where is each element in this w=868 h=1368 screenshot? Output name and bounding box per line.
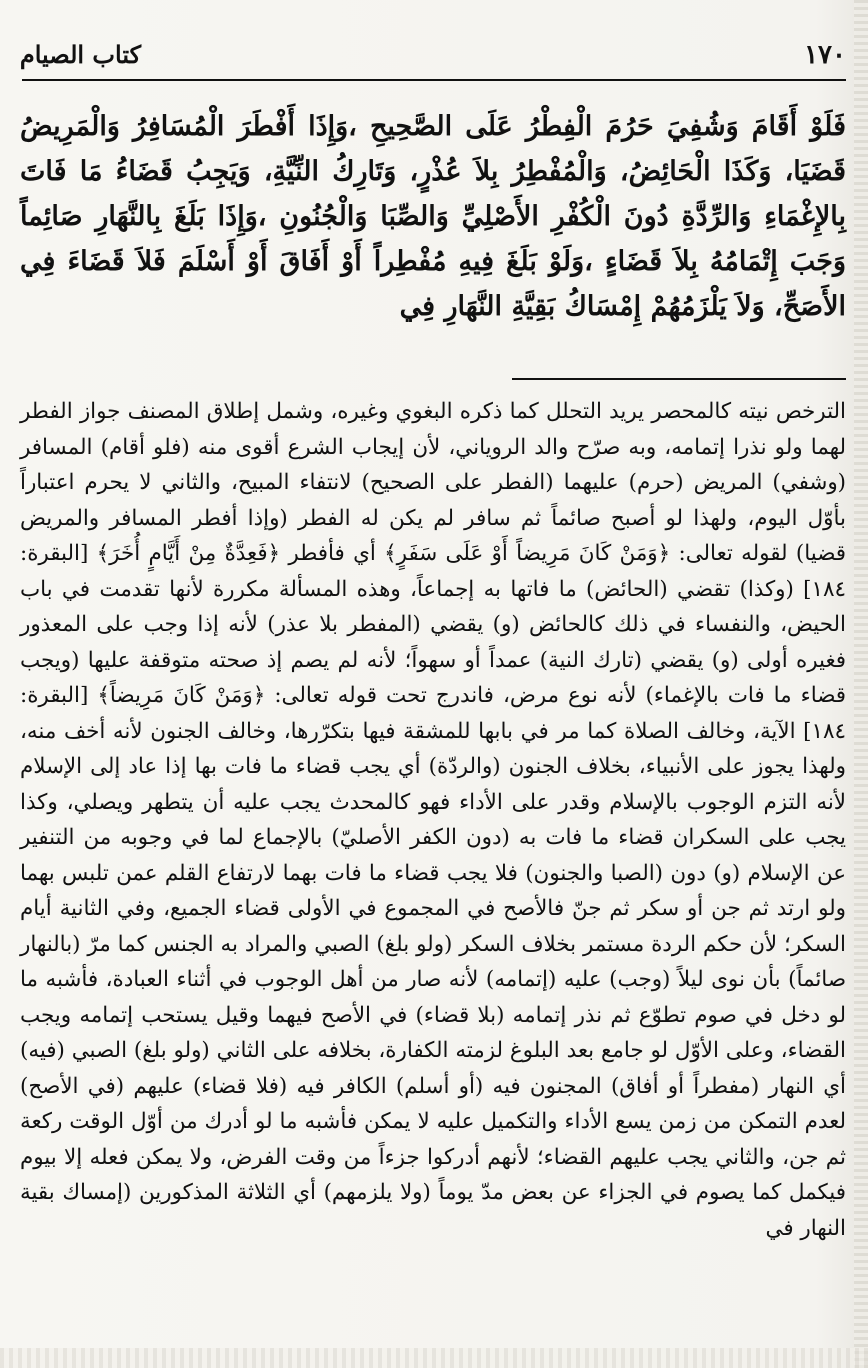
page-number: ١٧٠ bbox=[804, 40, 846, 70]
matn-text-block bbox=[20, 104, 846, 329]
sharh-paragraph: الترخص نيته كالمحصر يريد التحلل كما ذكره البغوي وغيره، وشمل إطلاق المصنف جواز الفطر لهما ولو نذرا إتمامه، وبه صرّح والد الروياني، لأن إيجاب الشرع أقوى منه (فلو أقام) المسافر (وشفي) المريض (حرم) عليهما (الفطر على الصحيح) لانتفاء المبيح، والثاني لا يحرم اعتباراً بأوّل اليوم، ولهذا لو أصبح صائماً ثم سافر لم يكن له الفطر (وإذا أفطر المسافر والمريض قضيا) لقوله تعالى: ﴿وَمَنْ كَانَ مَرِيضاً أَوْ عَلَى سَفَرٍ﴾ أي فأفطر ﴿فَعِدَّةٌ مِنْ أَيَّامٍ أُخَرَ﴾ [البقرة: ١٨٤] (وكذا) تقضي (الحائض) ما فاتها به إجماعاً، وهذه المسألة مكررة لأنها تقدمت في باب الحيض، والنفساء في ذلك كالحائض (و) يقضي (المفطر بلا عذر) لأنه إذا وجب على المعذور فغيره أولى (و) يقضي (تارك النية) عمداً أو سهواً؛ لأنه لم يصم إذ صحته متوقفة عليها (ويجب قضاء ما فات بالإغماء) لأنه نوع مرض، فاندرج تحت قوله تعالى: ﴿وَمَنْ كَانَ مَرِيضاً﴾ [البقرة: ١٨٤] الآية، وخالف الصلاة كما مر في بابها للمشقة فيها بتكرّرها، وخالف الجنون لأنه أخف منه، ولهذا يجوز على الأنبياء، بخلاف الجنون (والردّة) أي يجب قضاء ما فات بها إذا عاد إلى الإسلام لأنه التزم الوجوب بالإسلام وقدر على الأداء فهو كالمحدث يجب عليه أن يتطهر ويصلي، وكذا يجب على السكران قضاء ما فات به (دون الكفر الأصليّ) بالإجماع لما في وجوبه من التنفير عن الإسلام (و) دون (الصبا والجنون) فلا يجب قضاء ما فات بهما لارتفاع القلم عمن تلبس بهما ولو ارتد ثم جن أو سكر ثم جنّ فالأصح في المجموع في الأولى قضاء الجميع، وفي الثانية أيام السكر؛ لأن حكم الردة مستمر بخلاف السكر (ولو بلغ) الصبي والمراد به الجنس كما مرّ (بالنهار صائماً) بأن نوى ليلاً (وجب) عليه (إتمامه) لأنه صار من أهل الوجوب في أثناء العبادة، فأشبه ما لو دخل في صوم تطوّع ثم نذر إتمامه (بلا قضاء) في الأصح فيهما وقيل يستحب إتمامه ويجب القضاء، وعلى الأوّل لو جامع بعد البلوغ لزمته الكفارة، بخلافه على الثاني (ولو بلغ) الصبي (فيه) أي النهار (مفطراً أو أفاق) المجنون فيه (أو أسلم) الكافر فيه (فلا قضاء) عليهم (في الأصح) لعدم التمكن من زمن يسع الأداء والتكميل عليه لا يمكن فأشبه ما لو أدرك من أوّل الوقت ركعة ثم جن، والثاني يجب عليهم القضاء؛ لأنهم أدركوا جزءاً من وقت الفرض، ولا يمكن فعله إلا بيوم فيكمل كما يصوم في الجزاء عن بعض مدّ يوماً (ولا يلزمهم) أي الثلاثة المذكورين (إمساك بقية النهار في bbox=[20, 399, 846, 1241]
sharh-commentary-block bbox=[20, 394, 846, 1246]
page-edge-bottom bbox=[0, 1348, 868, 1368]
footnote-separator bbox=[512, 378, 846, 380]
matn-paragraph: فَلَوْ أَقَامَ وَشُفِيَ حَرُمَ الْفِطْرُ عَلَى الصَّحِيحِ ،وَإِذَا أَفْطَرَ الْمُسَافِرُ وَالْمَرِيضُ قَضَيَا، وَكَذَا الْحَائِضُ، وَالْمُفْطِرُ بِلاَ عُذْرٍ، وَتَارِكُ النِّيَّةِ، وَيَجِبُ قَضَاءُ مَا فَاتَ بِالإِغْمَاءِ وَالرِّدَّةِ دُونَ الْكُفْرِ الأَصْلِيِّ وَالصِّبَا وَالْجُنُونِ ،وَإِذَا بَلَغَ بِالنَّهَارِ صَائِماً وَجَبَ إِتْمَامُهُ بِلاَ قَضَاءٍ ،وَلَوْ بَلَغَ فِيهِ مُفْطِراً أَوْ أَفَاقَ أَوْ أَسْلَمَ فَلاَ قَضَاءَ فِي الأَصَحِّ، وَلاَ يَلْزَمُهُمْ إِمْسَاكُ بَقِيَّةِ النَّهَارِ فِي bbox=[20, 111, 846, 322]
page-edge-right bbox=[854, 0, 868, 1368]
header-rule bbox=[22, 79, 846, 81]
page-header bbox=[19, 26, 846, 76]
book-title: كتاب الصيام bbox=[19, 40, 141, 69]
